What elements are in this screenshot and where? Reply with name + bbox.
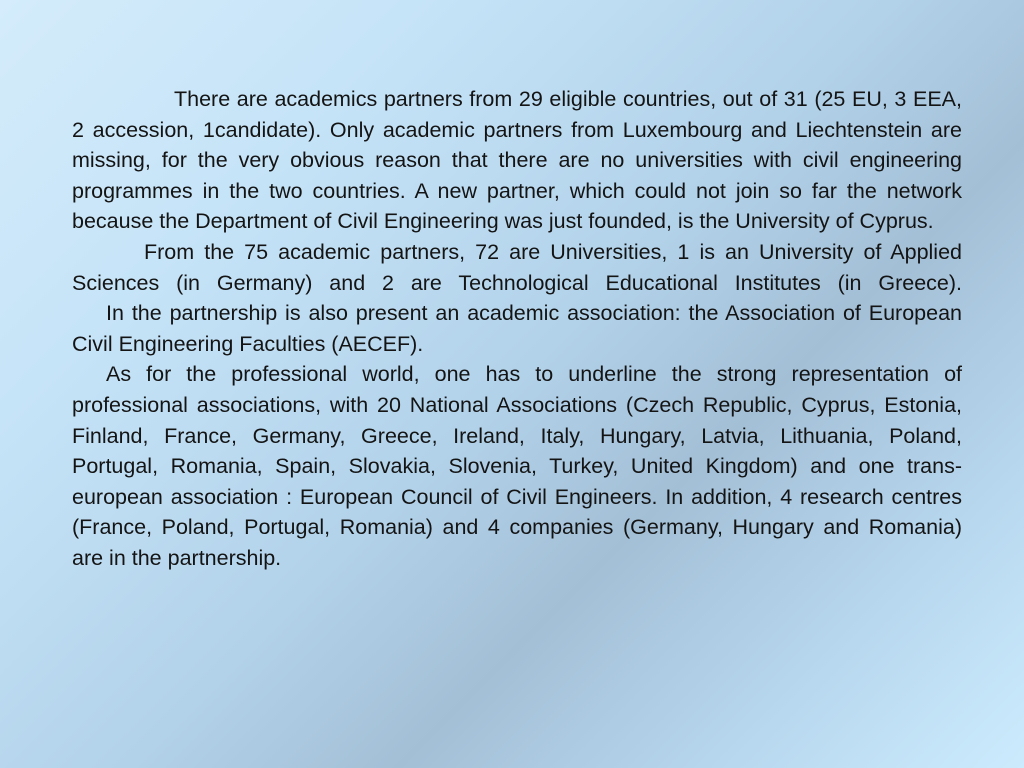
paragraph-partner-types: [72, 237, 962, 298]
paragraph-academic-partners: There are academics partners from 29 eligible countries, out of 31 (25 EU, 3 EEA, 2 accession, 1candidate). Only academic partners from Luxembourg and Liechtenstein are missing, for the very obvious reason that there are no universities with civil engineering programmes in the two countries. A new partner, which could not join so far the network because the Department of Civil Engineering was just founded, is the University of Cyprus.: [72, 87, 962, 234]
text-body: [72, 84, 962, 574]
paragraph-professional-world: As for the professional world, one has to underline the strong representation of professional associations, with 20 National Associations (Czech Republic, Cyprus, Estonia, Finland, France, Germany, Greece, Ireland, Italy, Hungary, Latvia, Lithuania, Poland, Portugal, Romania, Spain, Slovakia, Slovenia, Turkey, United Kingdom) and one trans-european association : European Council of Civil Engineers. In addition, 4 research centres (France, Poland, Portugal, Romania) and 4 companies (Germany, Hungary and Romania) are in the partnership.: [72, 362, 962, 570]
paragraph-partner-types-text: From the 75 academic partners, 72 are Universities, 1 is an University of Applied Sciences (in Germany) and 2 are Technological Educational Institutes (in Greece).: [72, 239, 962, 295]
paragraph-academic-association: In the partnership is also present an academic association: the Association of European Civil Engineering Faculties (AECEF).: [72, 301, 962, 356]
